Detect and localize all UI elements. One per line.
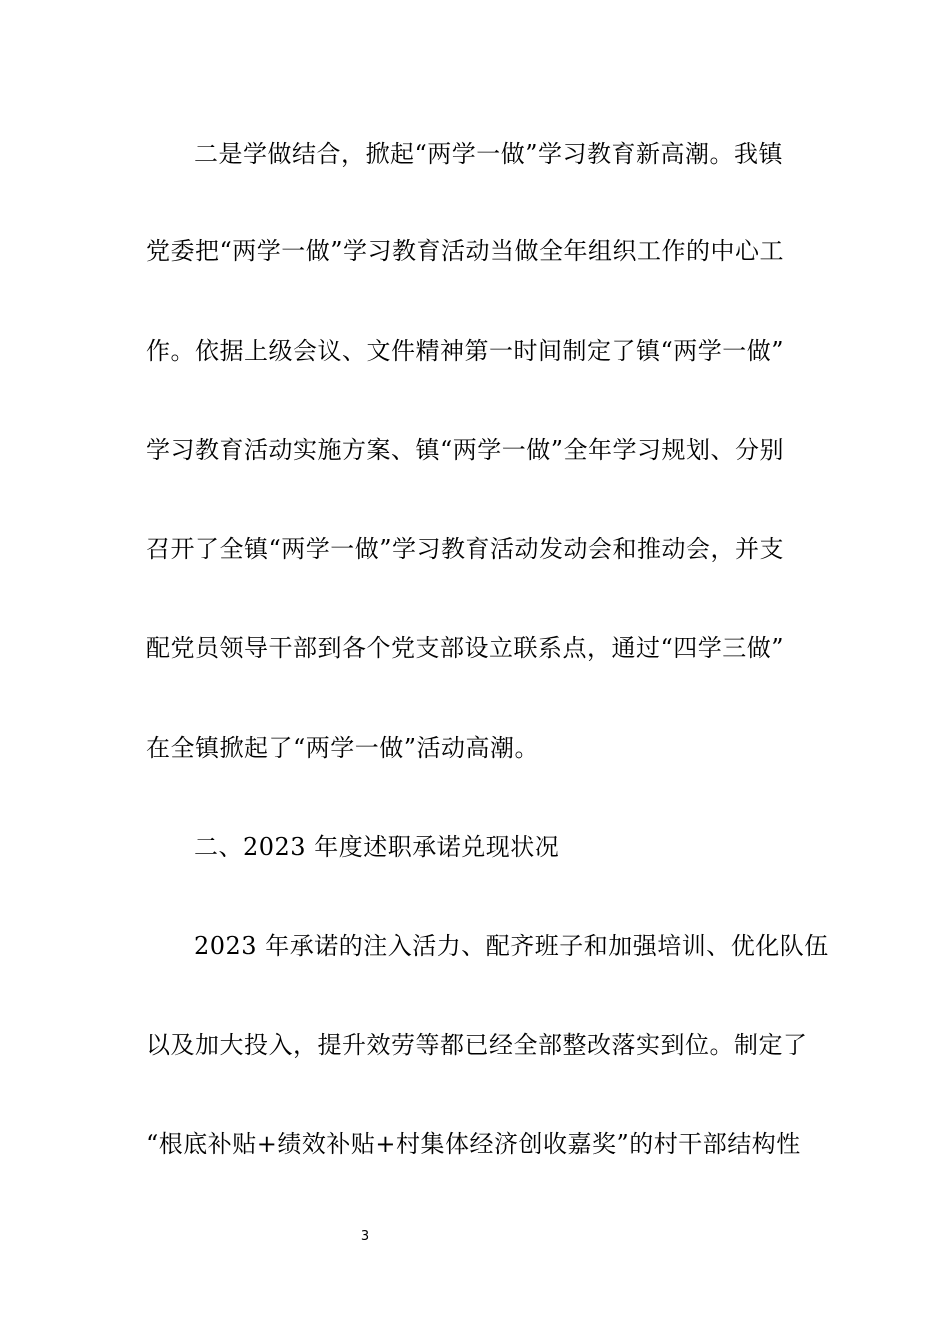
paragraph-1-line-7: 在全镇掀起了“两学一做”活动高潮。 [146, 734, 540, 762]
paragraph-3-line-1: 2023 年承诺的注入活力、配齐班子和加强培训、优化队伍 [194, 932, 829, 960]
paragraph-1-line-5: 召开了全镇“两学一做”学习教育活动发动会和推动会，并支 [146, 535, 785, 563]
paragraph-3-line-2: 以及加大投入，提升效劳等都已经全部整改落实到位。制定了 [146, 1031, 808, 1059]
section-heading: 二、2023 年度述职承诺兑现状况 [194, 833, 560, 861]
paragraph-3-line-3: “根底补贴+绩效补贴+村集体经济创收嘉奖”的村干部结构性 [146, 1130, 801, 1158]
paragraph-1-line-4: 学习教育活动实施方案、镇“两学一做”全年学习规划、分别 [146, 436, 785, 464]
paragraph-1-line-6: 配党员领导干部到各个党支部设立联系点，通过“四学三做” [146, 634, 785, 662]
paragraph-1-line-2: 党委把“两学一做”学习教育活动当做全年组织工作的中心工 [146, 237, 785, 265]
paragraph-1-line-1: 二是学做结合，掀起“两学一做”学习教育新高潮。我镇 [194, 140, 784, 168]
page-number: 3 [360, 1229, 370, 1244]
paragraph-1-line-3: 作。依据上级会议、文件精神第一时间制定了镇“两学一做” [146, 337, 785, 365]
